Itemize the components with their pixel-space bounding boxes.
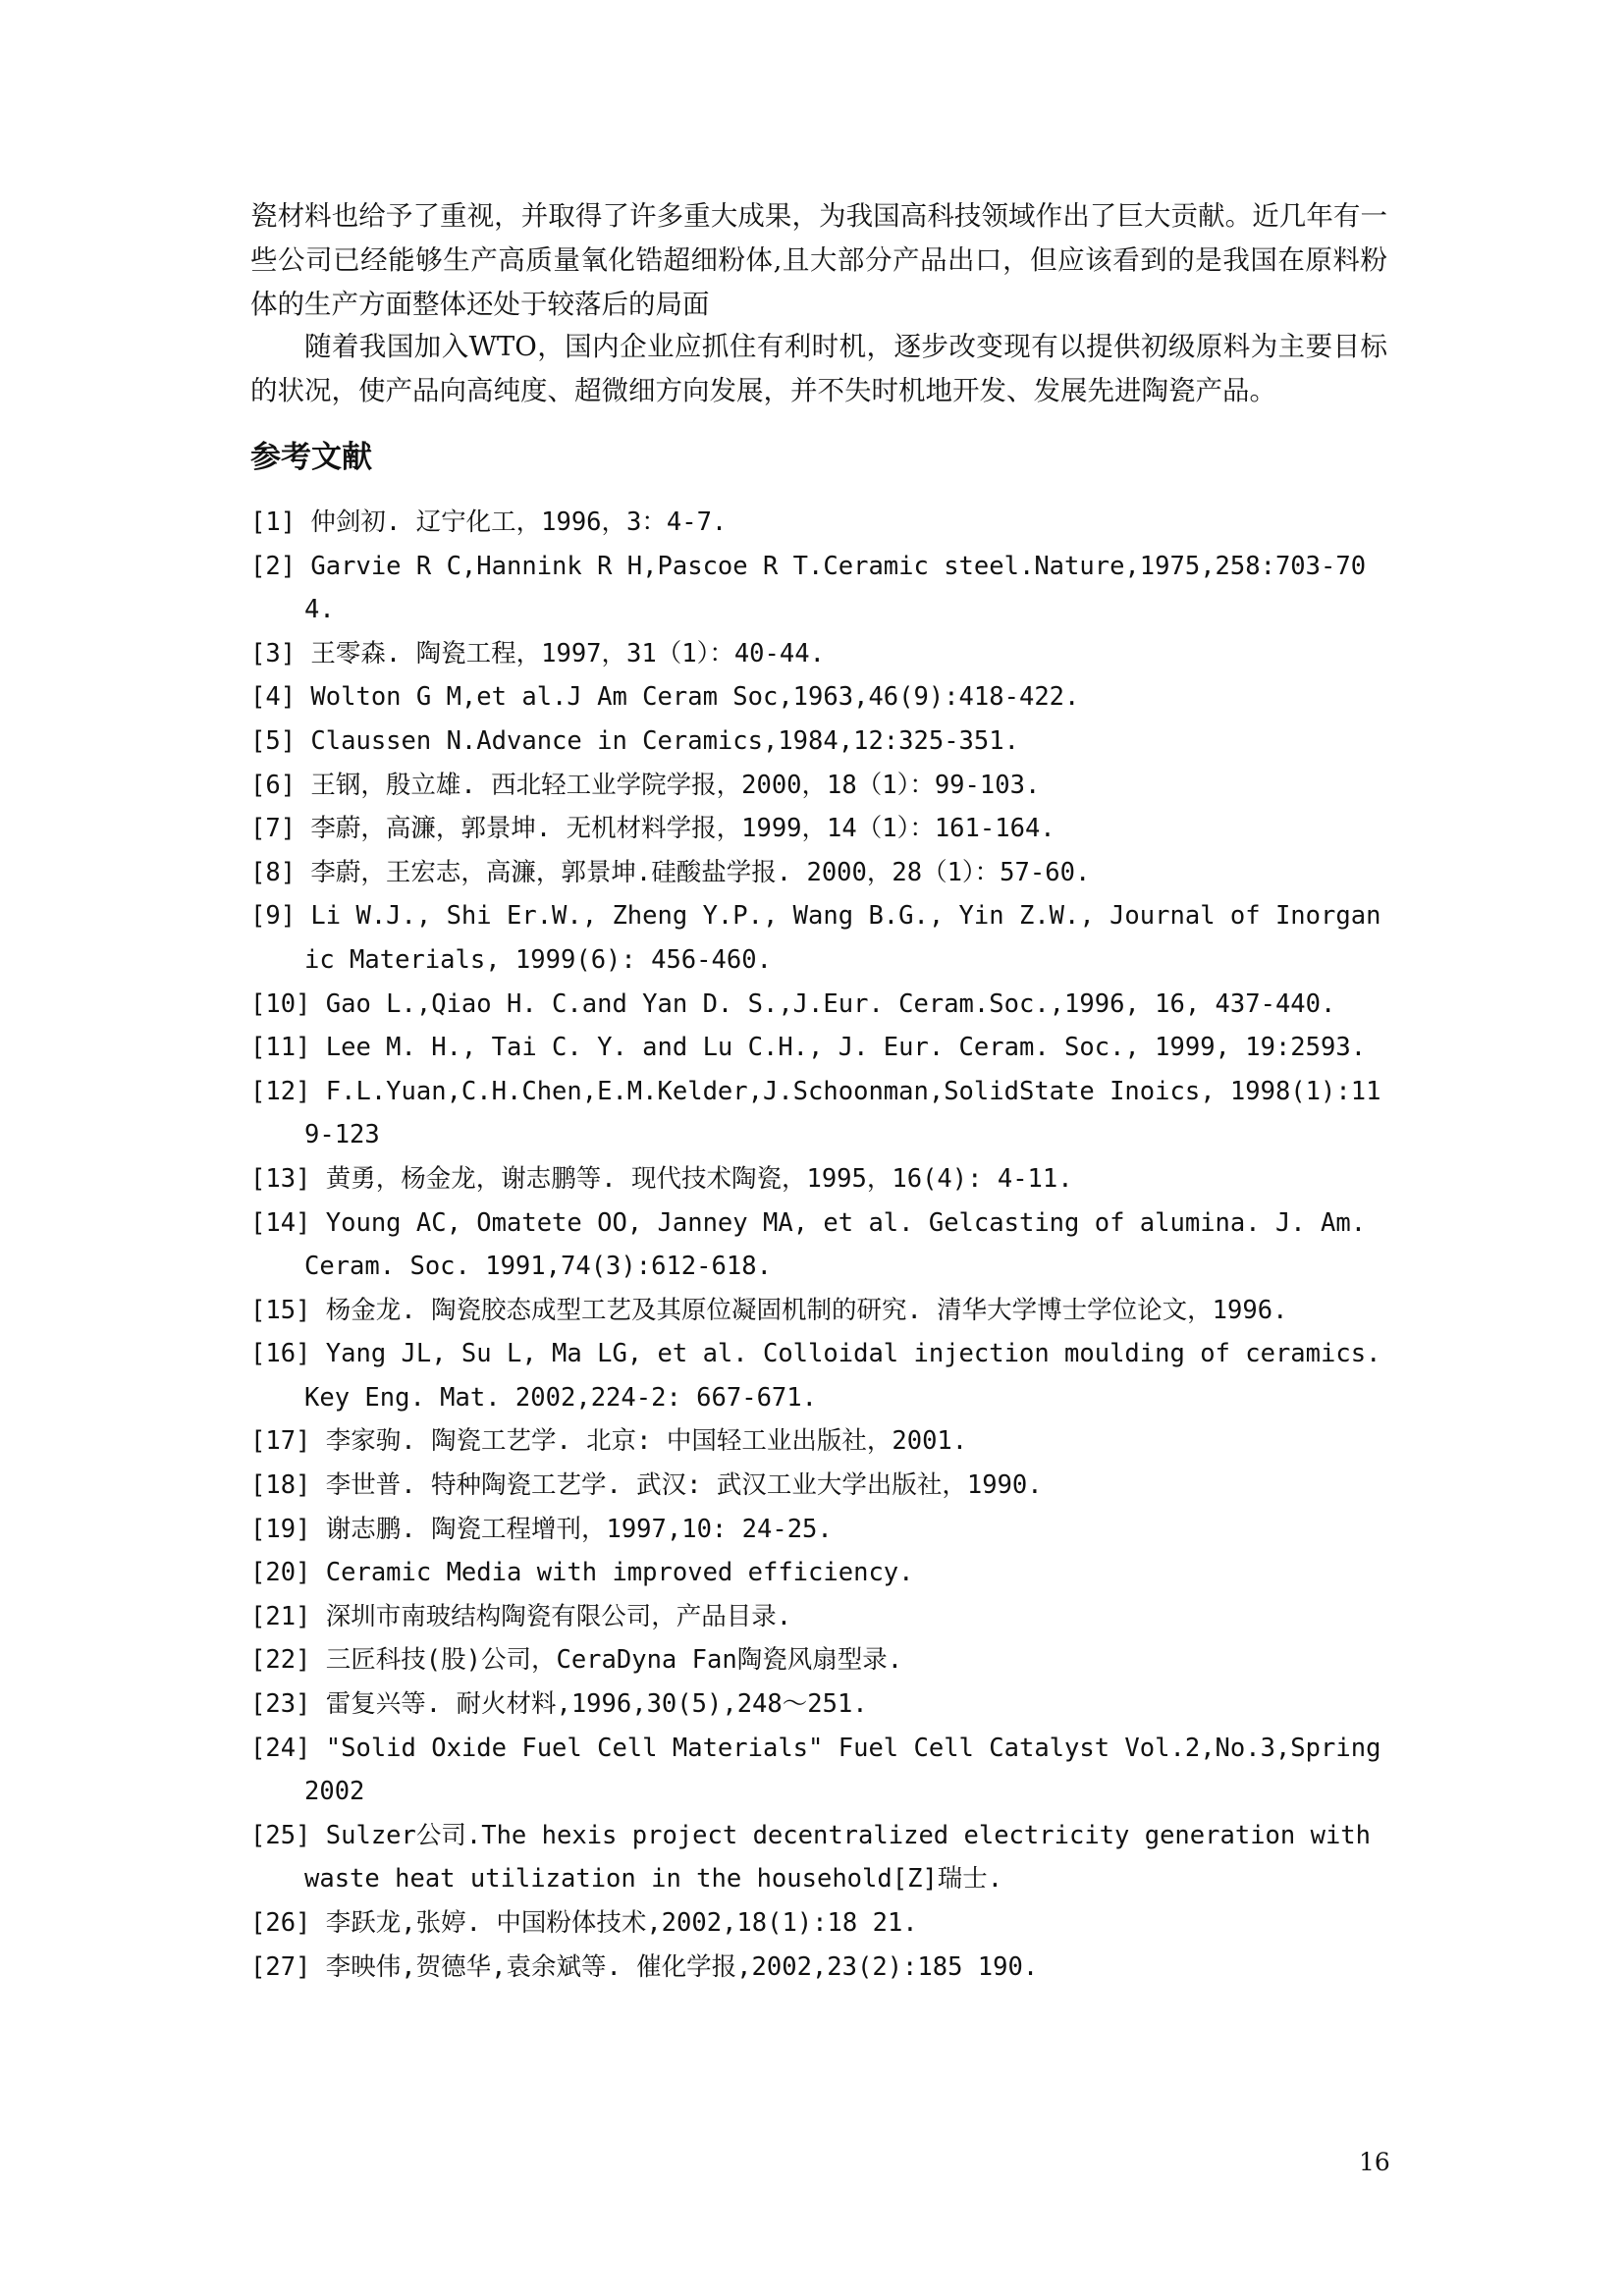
- reference-item-11: [11] Lee M. H., Tai C. Y. and Lu C.H., J. Eur. Ceram. Soc., 1999, 19:2593.: [250, 1033, 1367, 1063]
- reference-item-21: [21] 深圳市南玻结构陶瓷有限公司，产品目录.: [250, 1601, 792, 1631]
- reference-list: [250, 501, 1389, 1989]
- reference-item-3: [3] 王零森. 陶瓷工程，1997，31（1）：40-44.: [250, 638, 825, 668]
- reference-item-27: [27] 李映伟,贺德华,袁余斌等. 催化学报,2002,23(2):185 190.: [250, 1951, 1039, 1982]
- reference-item-18: [18] 李世普. 特种陶瓷工艺学. 武汉: 武汉工业大学出版社，1990.: [250, 1470, 1043, 1501]
- reference-item-9: [9] Li W.J., Shi Er.W., Zheng Y.P., Wang B.G., Yin Z.W., Journal of Inorganic Materials, 1999(6): 456-460.: [250, 901, 1381, 975]
- reference-item-22: [22] 三匠科技(股)公司，CeraDyna Fan陶瓷风扇型录.: [250, 1645, 903, 1676]
- reference-item-4: [4] Wolton G M,et al.J Am Ceram Soc,1963,46(9):418-422.: [250, 682, 1080, 713]
- reference-item-16: [16] Yang JL, Su L, Ma LG, et al. Colloidal injection moulding of ceramics. Key Eng. Mat. 2002,224-2: 667-671.: [250, 1339, 1381, 1413]
- reference-item-25: [25] Sulzer公司.The hexis project decentralized electricity generation with waste heat utilization in the household[Z]瑞士.: [250, 1820, 1372, 1895]
- reference-item-13: [13] 黄勇，杨金龙，谢志鹏等. 现代技术陶瓷，1995，16(4): 4-11.: [250, 1163, 1073, 1194]
- reference-item-19: [19] 谢志鹏. 陶瓷工程增刊，1997,10: 24-25.: [250, 1514, 833, 1544]
- reference-item-14: [14] Young AC, Omatete OO, Janney MA, et al. Gelcasting of alumina. J. Am. Ceram. Soc. 1991,74(3):612-618.: [250, 1207, 1367, 1282]
- reference-item-5: [5] Claussen N.Advance in Ceramics,1984,12:325-351.: [250, 725, 1019, 756]
- body-paragraph-2: 随着我国加入WTO，国内企业应抓住有利时机，逐步改变现有以提供初级原料为主要目标的状况，使产品向高纯度、超微细方向发展，并不失时机地开发、发展先进陶瓷产品。: [250, 331, 1387, 406]
- reference-item-1: [1] 仲剑初. 辽宁化工，1996，3：4-7.: [250, 507, 728, 537]
- reference-item-26: [26] 李跃龙,张婷. 中国粉体技术,2002,18(1):18 21.: [250, 1908, 918, 1938]
- references-heading: 参考文献: [250, 440, 372, 475]
- reference-item-12: [12] F.L.Yuan,C.H.Chen,E.M.Kelder,J.Schoonman,SolidState Inoics, 1998(1):119-123: [250, 1076, 1381, 1150]
- body-paragraph-1: 瓷材料也给予了重视，并取得了许多重大成果，为我国高科技领域作出了巨大贡献。近几年有一些公司已经能够生产高质量氧化锆超细粉体,且大部分产品出口，但应该看到的是我国在原料粉体的生产方面整体还处于较落后的局面: [250, 200, 1387, 320]
- reference-item-23: [23] 雷复兴等. 耐火材料,1996,30(5),248～251.: [250, 1689, 868, 1720]
- reference-item-6: [6] 王钢，殷立雄. 西北轻工业学院学报，2000，18（1）：99-103.: [250, 770, 1041, 800]
- page-number: 16: [1359, 2148, 1390, 2176]
- reference-item-10: [10] Gao L.,Qiao H. C.and Yan D. S.,J.Eur. Ceram.Soc.,1996, 16, 437-440.: [250, 988, 1336, 1019]
- reference-item-15: [15] 杨金龙. 陶瓷胶态成型工艺及其原位凝固机制的研究. 清华大学博士学位论文，1996.: [250, 1295, 1288, 1325]
- reference-item-8: [8] 李蔚，王宏志，高濂，郭景坤.硅酸盐学报. 2000，28（1）：57-60.: [250, 857, 1091, 887]
- reference-item-7: [7] 李蔚，高濂，郭景坤. 无机材料学报，1999，14（1）：161-164.: [250, 814, 1055, 844]
- reference-item-17: [17] 李家驹. 陶瓷工艺学. 北京: 中国轻工业出版社，2001.: [250, 1426, 968, 1457]
- reference-item-24: [24] "Solid Oxide Fuel Cell Materials" Fuel Cell Catalyst Vol.2,No.3,Spring 2002: [250, 1733, 1381, 1807]
- reference-item-20: [20] Ceramic Media with improved efficiency.: [250, 1558, 914, 1588]
- reference-item-2: [2] Garvie R C,Hannink R H,Pascoe R T.Ceramic steel.Nature,1975,258:703-704.: [250, 551, 1367, 625]
